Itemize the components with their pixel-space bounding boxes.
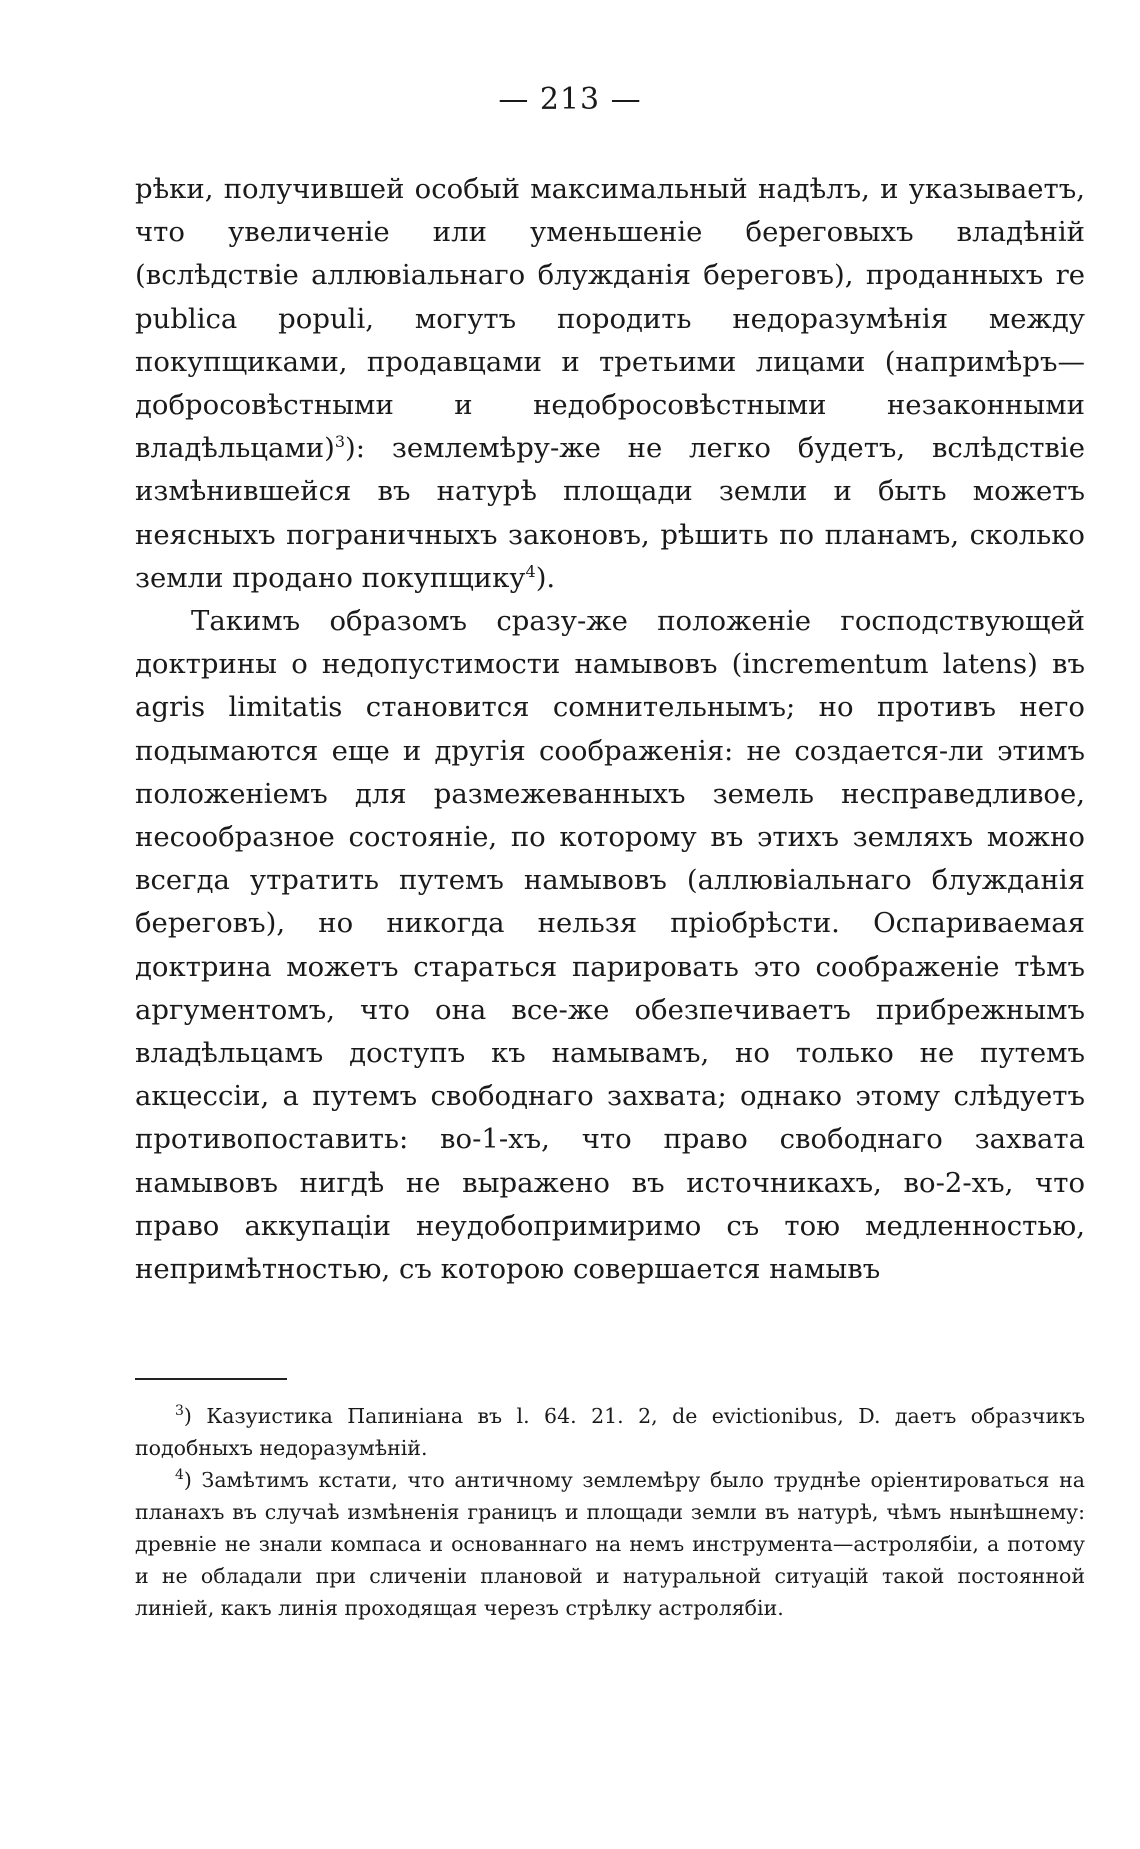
- paragraph-2: Такимъ образомъ сразу-же положеніе господствующей доктрины о недопустимости намывовъ (incrementum latens) въ agris limitatis становится сомнительнымъ; но противъ него подымаются еще и другія соображенія: не создается-ли этимъ положеніемъ для размежеванныхъ земель несправедливое, несообразное состояніе, по которому въ этихъ земляхъ можно всегда утратить путемъ намывовъ (аллювіальнаго блужданія береговъ), но никогда нельзя пріобрѣсти. Оспариваемая доктрина можетъ стараться парировать это соображеніе тѣмъ аргументомъ, что она все-же обезпечиваетъ прибрежнымъ владѣльцамъ доступъ къ намывамъ, но только не путемъ акцессіи, а путемъ свободнаго захвата; однако этому слѣдуетъ противопоставить: во-1-хъ, что право свободнаго захвата намывовъ нигдѣ не выражено въ источникахъ, во-2-хъ, что право аккупаціи неудобопримиримо съ тою медленностью, непримѣтностью, съ которою совершается намывъ: [135, 605, 1085, 1286]
- footnote-ref-3: 3: [334, 432, 346, 452]
- paragraph-1-text-a: рѣки, получившей особый максимальный надѣлъ, и указываетъ, что увеличеніе или уменьшеніе береговыхъ владѣній (вслѣдствіе аллювіальнаго блужданія береговъ), проданныхъ re publica populi, могутъ породить недоразумѣнія между покупщиками, продавцами и третьими лицами (напримѣръ—добросовѣстными и недобросовѣстными незаконными владѣльцами): [135, 173, 1085, 465]
- paragraph-1-text-c: ).: [535, 561, 556, 594]
- page-number: — 213 —: [498, 82, 642, 117]
- footnote-4-text: ) Замѣтимъ кстати, что античному землемѣру было труднѣе оріентироваться на планахъ въ случаѣ измѣненія границъ и площади земли въ натурѣ, чѣмъ нынѣшнему: древніе не знали компаса и основаннаго на немъ инструмента—астролябіи, а потому и не обладали при сличеніи плановой и натуральной ситуацій такой постоянной линіей, какъ линія проходящая черезъ стрѣлку астролябіи.: [135, 1468, 1085, 1620]
- footnote-ref-4: 4: [525, 561, 536, 581]
- footnote-4-mark: 4: [175, 1467, 184, 1484]
- paragraph-1: [135, 168, 1085, 600]
- footnote-3-mark: 3: [175, 1403, 184, 1420]
- paragraph-1-text-b: ): землемѣру-же не легко будетъ, вслѣдствіе измѣнившейся въ натурѣ площади земли и быть можетъ неясныхъ пограничныхъ законовъ, рѣшить по планамъ, сколько земли продано покупщику: [135, 432, 1085, 594]
- footnote-3: [135, 1400, 1085, 1464]
- footnote-divider: [135, 1378, 287, 1380]
- footnote-3-text: ) Казуистика Папиніана въ l. 64. 21. 2, de evictionibus, D. даетъ образчикъ подобныхъ недоразумѣній.: [135, 1404, 1085, 1460]
- footnote-4: [135, 1464, 1085, 1624]
- main-text: [135, 168, 1085, 1291]
- footnotes: [135, 1400, 1085, 1624]
